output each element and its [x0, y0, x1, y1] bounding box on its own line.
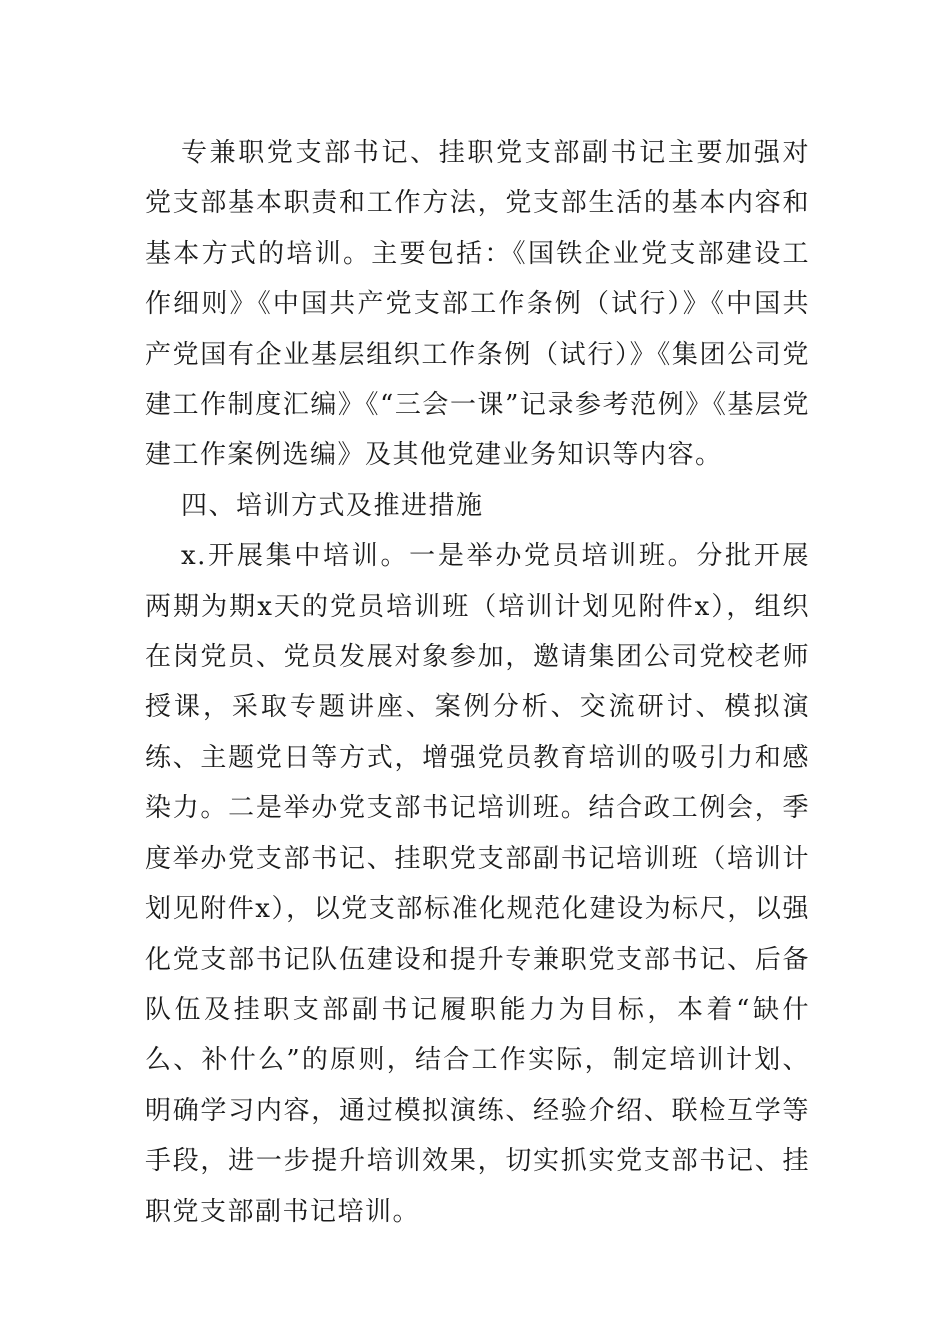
document-body	[145, 128, 810, 1237]
section-heading-training-methods: 四、培训方式及推进措施	[181, 490, 484, 521]
body-paragraph-centralized-training: x.开展集中培训。一是举办党员培训班。分批开展两期为期x天的党员培训班（培训计划见附件x），组织在岗党员、党员发展对象参加，邀请集团公司党校老师授课，采取专题讲座、案例分析、交流研讨、模拟演练、主题党日等方式，增强党员教育培训的吸引力和感染力。二是举办党支部书记培训班。结合政工例会，季度举办党支部书记、挂职党支部副书记培训班（培训计划见附件x），以党支部标准化规范化建设为标尺，以强化党支部书记队伍建设和提升专兼职党支部书记、后备队伍及挂职支部副书记履职能力为目标，本着“缺什么、补什么”的原则，结合工作实际，制定培训计划、明确学习内容，通过模拟演练、经验介绍、联检互学等手段，进一步提升培训效果，切实抓实党支部书记、挂职党支部副书记培训。	[145, 541, 810, 1227]
body-paragraph-training-content: 专兼职党支部书记、挂职党支部副书记主要加强对党支部基本职责和工作方法，党支部生活的基本内容和基本方式的培训。主要包括：《国铁企业党支部建设工作细则》《中国共产党支部工作条例（试行）》《中国共产党国有企业基层组织工作条例（试行）》《集团公司党建工作制度汇编》《“三会一课”记录参考范例》《基层党建工作案例选编》及其他党建业务知识等内容。	[145, 138, 810, 471]
